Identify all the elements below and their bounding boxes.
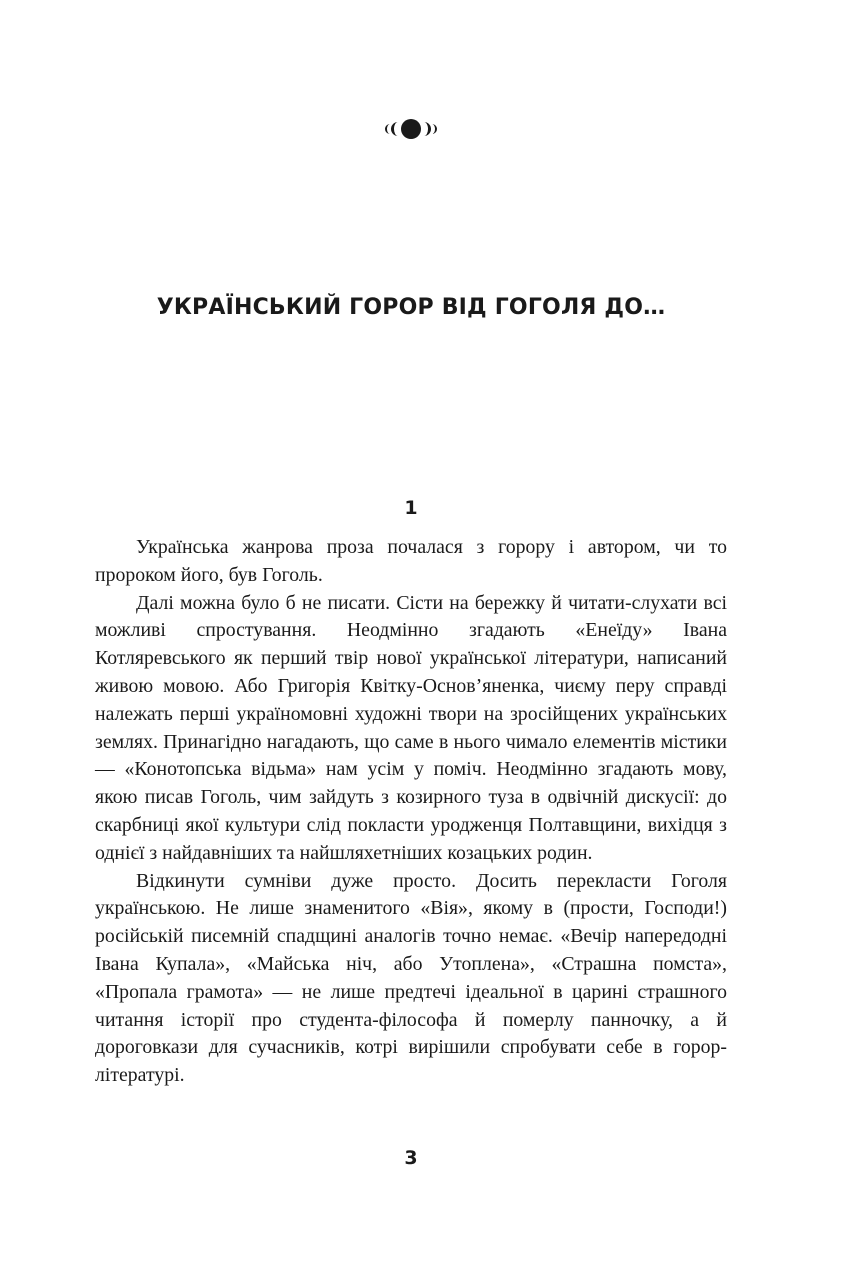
section-number: 1 bbox=[404, 497, 418, 519]
body-text bbox=[95, 534, 727, 1090]
paragraph: Українська жанрова проза почалася з горору і автором, чи то пророком його, був Гоголь. bbox=[95, 536, 727, 586]
moon-phases-ornament-icon bbox=[383, 116, 439, 142]
page-number: 3 bbox=[404, 1147, 418, 1169]
paragraph: Відкинути сумніви дуже просто. Досить перекласти Гоголя українською. Не лише знаменитого «Вія», якому в (прости, Господи!) російській писемній спадщині аналогів точно немає. «Вечір напередодні Івана Купала», «Майська ніч, або Утоплена», «Страшна помста», «Пропала грамота» — не лише предтечі ідеальної в царині страшного читання історії про студента-філософа й померлу панночку, а й дороговкази для сучасників, котрі вирішили спробувати себе в горор-літературі. bbox=[95, 869, 727, 1087]
paragraph: Далі можна було б не писати. Сісти на бережку й читати-слухати всі можливі спростування. Неодмінно згадають «Енеїду» Івана Котляревського як перший твір нової української літератури, написаний живою мовою. Або Григорія Квітку-Основ’яненка, чиєму перу справді належать перші україномовні художні твори на зросійщених українських землях. Принагідно нагадають, що саме в нього чимало елементів містики — «Конотопська відьма» нам усім у поміч. Неодмінно згадають мову, якою писав Гоголь, чим зайдуть з козирного туза в одвічній дискусії: до скарбниці якої культури слід покласти уродженця Полтавщини, вихідця з однієї з найдавніших та найшляхетніших козацьких родин. bbox=[95, 591, 727, 864]
chapter-title: УКРАЇНСЬКИЙ ГОРОР ВІД ГОГОЛЯ ДО… bbox=[156, 295, 666, 320]
